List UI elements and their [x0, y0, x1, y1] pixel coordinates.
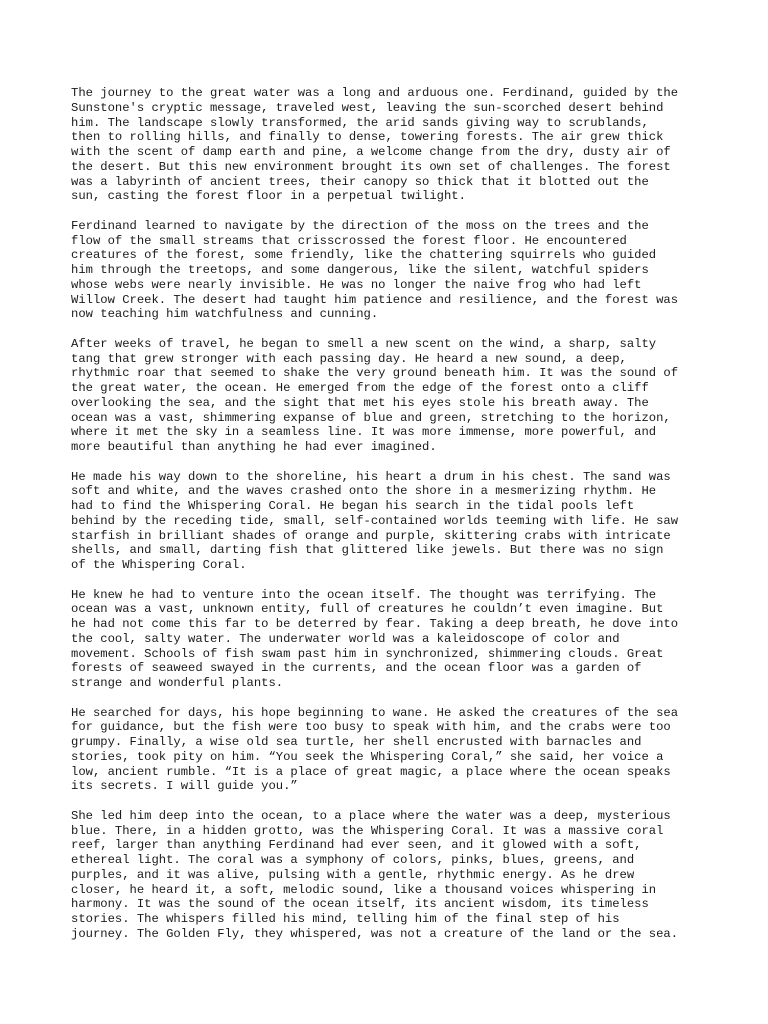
text-line: Ferdinand learned to navigate by the direction of the moss on the trees and the — [71, 218, 649, 233]
text-line: She led him deep into the ocean, to a place where the water was a deep, mysterious — [71, 808, 671, 823]
text-line: he had not come this far to be deterred by fear. Taking a deep breath, he dove into — [71, 617, 679, 631]
text-line: purples, and it was alive, pulsing with a gentle, rhythmic energy. As he drew — [71, 867, 635, 882]
text-line: blue. There, in a hidden grotto, was the Whispering Coral. It was a massive coral — [71, 823, 664, 838]
text-line: behind by the receding tide, small, self-contained worlds teeming with life. He saw — [71, 513, 679, 528]
text-line: The journey to the great water was a long and arduous one. Ferdinand, guided by the — [71, 86, 679, 100]
paragraph-5 — [71, 588, 711, 691]
text-line: where it met the sky in a seamless line. It was more immense, more powerful, and — [71, 425, 657, 440]
text-line: then to rolling hills, and finally to dense, towering forests. The air grew thick — [71, 130, 664, 145]
text-line: Willow Creek. The desert had taught him patience and resilience, and the forest was — [71, 292, 679, 307]
text-line: movement. Schools of fish swam past him in synchronized, shimmering clouds. Great — [71, 646, 664, 661]
text-line: He knew he had to venture into the ocean itself. The thought was terrifying. The — [71, 587, 657, 602]
text-line: starfish in brilliant shades of orange and purple, skittering crabs with intricate — [71, 528, 671, 543]
text-line: He searched for days, his hope beginning to wane. He asked the creatures of the sea — [71, 705, 679, 720]
text-line: stories, took pity on him. “You seek the Whispering Coral,” she said, her voice a — [71, 749, 664, 764]
text-line: with the scent of damp earth and pine, a welcome change from the dry, dusty air of — [71, 145, 671, 159]
text-line: now teaching him watchfulness and cunning. — [71, 307, 379, 322]
text-line: shells, and small, darting fish that glittered like jewels. But there was no sign — [71, 543, 664, 558]
text-line: was a labyrinth of ancient trees, their canopy so thick that it blotted out the — [71, 174, 649, 189]
paragraph-2 — [71, 219, 711, 322]
paragraph-7 — [71, 809, 711, 942]
text-line: grumpy. Finally, a wise old sea turtle, her shell encrusted with barnacles and — [71, 735, 642, 749]
text-line: more beautiful than anything he had ever imagined. — [71, 440, 437, 454]
text-line: creatures of the forest, some friendly, like the chattering squirrels who guided — [71, 248, 657, 263]
text-line: He made his way down to the shoreline, his heart a drum in his chest. The sand was — [71, 469, 671, 484]
text-line: harmony. It was the sound of the ocean itself, its ancient wisdom, its timeless — [71, 897, 649, 912]
text-line: sun, casting the forest floor in a perpetual twilight. — [71, 189, 466, 204]
text-line: the cool, salty water. The underwater world was a kaleidoscope of color and — [71, 631, 620, 646]
text-line: whose webs were nearly invisible. He was no longer the naive frog who had left — [71, 277, 642, 292]
text-line: for guidance, but the fish were too busy to speak with him, and the crabs were too — [71, 720, 671, 735]
text-line: forests of seaweed swayed in the currents, and the ocean floor was a garden of — [71, 661, 642, 676]
text-line: low, ancient rumble. “It is a place of great magic, a place where the ocean speaks — [71, 764, 671, 779]
text-line: journey. The Golden Fly, they whispered, was not a creature of the land or the sea. — [71, 926, 679, 941]
paragraph-6 — [71, 706, 711, 795]
paragraph-1 — [71, 86, 711, 204]
text-line: flow of the small streams that crisscrossed the forest floor. He encountered — [71, 233, 627, 248]
text-line: him. The landscape slowly transformed, the arid sands giving way to scrublands, — [71, 115, 649, 130]
text-line: rhythmic roar that seemed to shake the very ground beneath him. It was the sound of — [71, 366, 679, 381]
text-line: the great water, the ocean. He emerged from the edge of the forest onto a cliff — [71, 381, 649, 395]
text-line: had to find the Whispering Coral. He began his search in the tidal pools left — [71, 499, 635, 513]
text-line: tang that grew stronger with each passing day. He heard a new sound, a deep, — [71, 351, 627, 366]
document-page — [71, 86, 711, 956]
text-line: its secrets. I will guide you.” — [71, 779, 298, 794]
text-line: ocean was a vast, shimmering expanse of blue and green, stretching to the horizon, — [71, 410, 671, 425]
text-line: soft and white, and the waves crashed onto the shore in a mesmerizing rhythm. He — [71, 484, 657, 499]
text-line: ocean was a vast, unknown entity, full of creatures he couldn’t even imagine. But — [71, 602, 664, 617]
text-line: overlooking the sea, and the sight that met his eyes stole his breath away. The — [71, 395, 649, 410]
text-line: the desert. But this new environment brought its own set of challenges. The forest — [71, 159, 671, 174]
paragraph-3 — [71, 337, 711, 455]
text-line: of the Whispering Coral. — [71, 558, 247, 572]
text-line: ethereal light. The coral was a symphony of colors, pinks, blues, greens, and — [71, 853, 635, 867]
text-line: stories. The whispers filled his mind, telling him of the final step of his — [71, 912, 620, 926]
paragraph-4 — [71, 470, 711, 573]
text-line: Sunstone's cryptic message, traveled west, leaving the sun-scorched desert behind — [71, 100, 664, 115]
text-line: strange and wonderful plants. — [71, 676, 284, 690]
text-line: closer, he heard it, a soft, melodic sound, like a thousand voices whispering in — [71, 882, 657, 897]
text-line: reef, larger than anything Ferdinand had ever seen, and it glowed with a soft, — [71, 838, 642, 853]
text-line: him through the treetops, and some dangerous, like the silent, watchful spiders — [71, 263, 649, 277]
text-line: After weeks of travel, he began to smell a new scent on the wind, a sharp, salty — [71, 336, 657, 351]
